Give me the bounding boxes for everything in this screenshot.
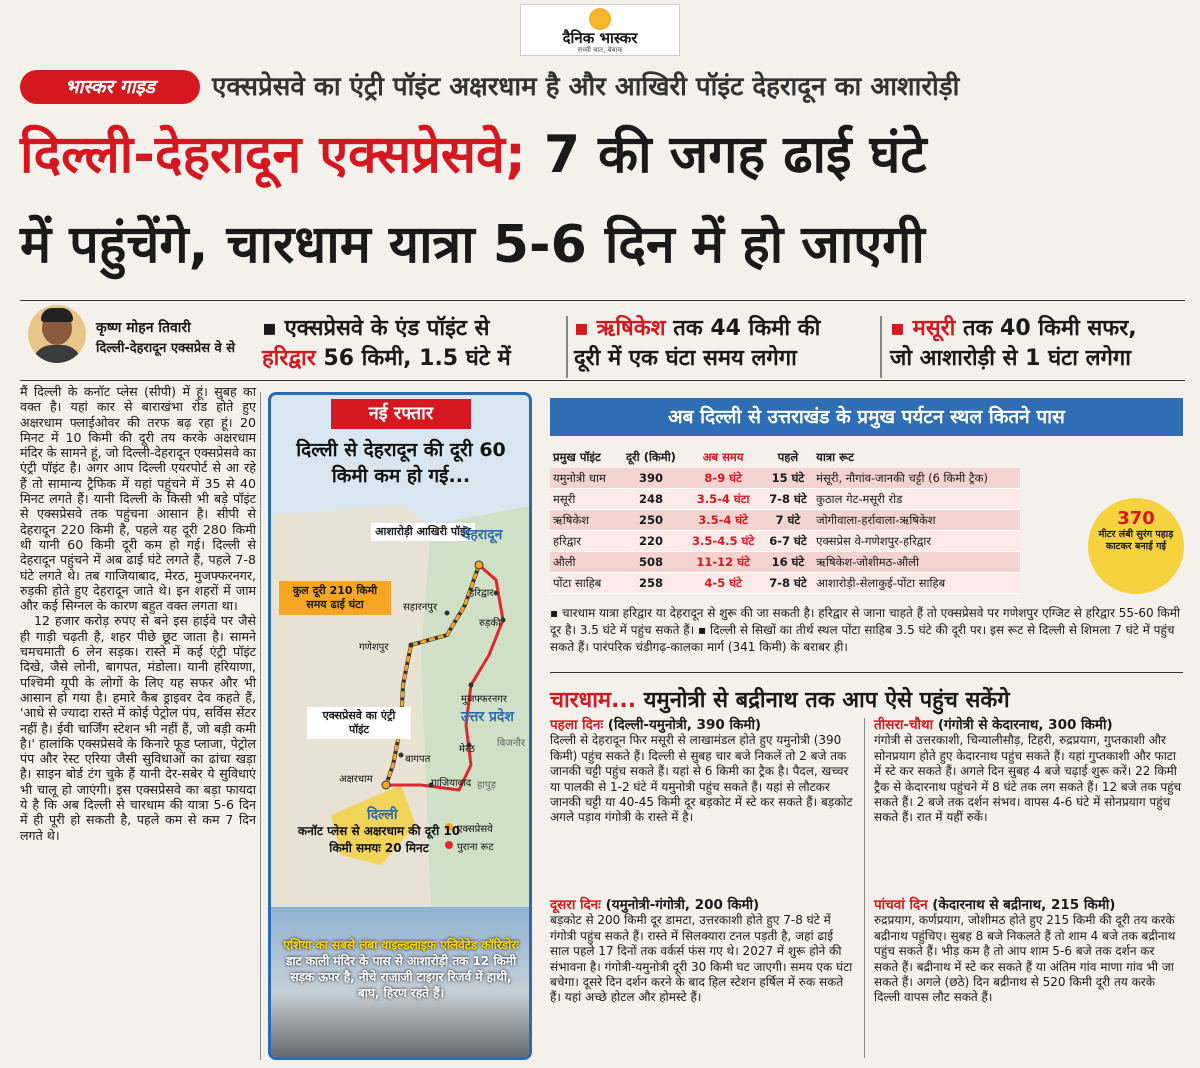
highlight-red: ▪ ऋषिकेश — [574, 316, 666, 341]
tunnel-callout — [1088, 498, 1184, 594]
day-text: दिल्ली से देहरादून फिर मसूरी से लाखामंडल होते हुए यमुनोत्री (390 किमी) पहुंच सकते हैं। दिल्ली से सुबह चार बजे निकलें तो 2 बजे तक जानकी चट्टी पहुंच सकते हैं। यहां से 6 किमी का ट्रैक है। पैदल, खच्चर या पालकी से 1-2 घंटे में यमुनोत्री पहुंच सकते हैं। यहां से लौटकर जानकी चट्टी या 40-45 किमी दूर बड़कोट में स्टे कर सकते हैं। बड़कोट अगले पड़ाव गंगोत्री के रास्ते में है। — [550, 733, 853, 825]
route-map-box — [268, 392, 532, 1060]
city-dehradun: देहरादून — [463, 527, 503, 543]
city-saharanpur: सहारनपुर — [403, 602, 438, 613]
total-distance-box: कुल दूरी 210 किमी समय ढाई घंटा — [279, 581, 391, 615]
headline — [20, 110, 1185, 290]
table-cell: 7-8 घंटे — [763, 489, 813, 510]
table-cell: यमुनोत्री धाम — [550, 468, 618, 489]
headline-line1: 7 की जगह ढाई घंटे — [525, 125, 927, 185]
table-cell: 16 घंटे — [763, 552, 813, 573]
table-header: अब समय — [702, 449, 744, 464]
table-cell: 8-9 घंटे — [684, 468, 763, 489]
table-cell: ऋषिकेश-जोशीमठ-औली — [813, 552, 1020, 573]
day-5 — [874, 898, 1182, 1006]
corridor-caption — [279, 937, 523, 1001]
article-paragraph: मैं दिल्ली के कनॉट प्लेस (सीपी) में हूं। सुबह का वक्त है। यहां कार से बाराखंभा रोड होते हुए अक्षरधाम फ्लाईओवर की तरफ बढ़ रहा हूं। 20 मिनट में 10 किमी की दूरी तय करके अक्षरधाम मंदिर के सामने हूं, जो दिल्ली-देहरादून एक्सप्रेसवे का एंट्री पॉइंट है। अगर आप दिल्ली एयरपोर्ट से आ रहे हैं तो सामान्य ट्रैफिक में यहां पहुंचने में 35 से 40 मिनट लगते हैं। यानी दिल्ली के किसी भी बड़े पॉइंट से एक्सप्रेसवे तक पहुंचना आसान है। सीपी से देहरादून 220 किमी है, पहले यह दूरी 280 किमी थी यानी 60 किमी दूरी कम हो गई। दिल्ली से देहरादून पहुंचने में अब ढाई घंटे लगते हैं, पहले 7-8 घंटे लगते थे। तब गाजियाबाद, मेरठ, मुजफ्फरनगर, रुड़की होते हुए देहरादून जाते थे। इन शहरों में जाम और कई सिग्नल के कारण बहुत वक्त लगता था। — [20, 384, 256, 614]
table-cell: 6-7 घंटे — [763, 531, 813, 552]
day-route: (दिल्ली-यमुनोत्री, 390 किमी) — [603, 717, 762, 733]
table-cell: 258 — [618, 573, 683, 594]
highlight-text: दूरी में एक घंटा समय लगेगा — [574, 346, 797, 371]
table-note: ▪ चारधाम यात्रा हरिद्वार या देहरादून से शुरू की जा सकती है। हरिद्वार से जाना चाहते हैं तो एक्सप्रेसवे पर गणेशपुर एग्जिट से हरिद्वार 55-60 किमी दूर है। 3.5 घंटे में पहुंच सकते हैं। ▪ दिल्ली से सिखों का तीर्थ स्थल पोंटा साहिब 3.5 घंटे की दूरी पर। इस रूट से दिल्ली से शिमला 7 घंटे में पहुंच सकते हैं। पारंपरिक चंडीगढ़-कालका मार्ग (341 किमी) के बराबर ही। — [550, 606, 1181, 654]
day-text: बड़कोट से 200 किमी दूर डामटा, उत्तरकाशी होते हुए 7-8 घंटे में गंगोत्री पहुंच सकते हैं। रास्ते में सिलक्यारा टनल पड़ती है, जहां ढाई साल पहले 17 दिनों तक वर्कर्स फंस गए थे। 2027 में शुरू होने की संभावना है। गंगोत्री-यमुनोत्री दूरी 30 किमी घट जाएगी। समय एक घंटा बचेगा। दूसरे दिन दर्शन करने के बाद हिल स्टेशन हर्षिल में रुक सकते हैं। यहां अच्छे होटल और होमस्टे हैं। — [550, 913, 853, 1005]
city-bijnor: बिजनौर — [497, 738, 525, 749]
tunnel-number: 370 — [1117, 508, 1155, 529]
table-cell: कुठाल गेट-मसूरी रोड — [813, 489, 1020, 510]
chardham-title-text: यमुनोत्री से बद्रीनाथ तक आप ऐसे पहुंच सकेंगे — [636, 688, 1010, 713]
day-label: दूसरा दिनः — [550, 897, 601, 913]
headline-line2: में पहुंचेंगे, चारधाम यात्रा 5-6 दिन में हो जाएगी — [20, 215, 925, 275]
divider — [260, 392, 261, 1060]
table-cell: 7-8 घंटे — [763, 573, 813, 594]
table-row — [550, 573, 1020, 594]
divider — [880, 316, 882, 378]
highlight-mussoorie — [890, 314, 1190, 374]
city-ganeshpur: गणेशपुर — [359, 642, 389, 653]
table-cell: आशारोड़ी-सेलाकुई-पोंटा साहिब — [813, 573, 1020, 594]
author-role: दिल्ली-देहरादून एक्सप्रेस वे से — [96, 341, 236, 356]
day-label: पांचवां दिन — [874, 897, 928, 913]
city-ghaziabad: गाजियाबाद — [431, 778, 472, 789]
highlight-text: ▪ एक्सप्रेसवे के एंड पॉइंट से — [262, 316, 490, 341]
table-cell: एक्सप्रेस वे-गणेशपुर-हरिद्वार — [813, 531, 1020, 552]
highlight-rishikesh — [574, 314, 874, 374]
tunnel-text: मीटर लंबी सुरंग पहाड़ काटकर बनाई गई — [1098, 529, 1174, 552]
chardham-title — [550, 684, 1183, 714]
article-paragraph: 12 हजार करोड़ रुपए से बने इस हाईवे पर जैसे ही गाड़ी चढ़ती है, शहर पीछे छूट जाता है। सामने चमचमाती 6 लेन सड़क। रास्ते में कई एंट्री पॉइंट दिखे, जैसे लोनी, बागपत, मंडोला। यानी हरियाणा, पश्चिमी यूपी के लोगों के लिए यह सफर और भी आसान हो गया है। हमारे कैब ड्राइवर देव कहते हैं, 'आधे से ज्यादा रास्ते में कोई पेट्रोल पंप, सर्विस सेंटर नहीं है। ईवी चार्जिंग स्टेशन भी नहीं हैं, जो बड़ी कमी है।' हालांकि एक्सप्रेसवे के किनारे फूड प्लाजा, पेट्रोल पंप और रेस्ट एरिया जैसी सुविधाओं का ढांचा खड़ा है। साइन बोर्ड टंग चुके हैं यानी देर-सबेर ये सुविधाएं भी चालू हो जाएंगी। इस एक्सप्रेसवे का बड़ा फायदा ये है कि अब दिल्ली से चारधाम की यात्रा 5-6 दिन में ही पूरी हो सकती है, पहले कम से कम 7 दिन लगते थे। — [20, 613, 256, 843]
city-akshardham: अक्षरधाम — [339, 774, 373, 785]
table-header: यात्रा रूट — [816, 449, 854, 464]
end-point-label: आशारोड़ी आखिरी पॉइंट — [371, 523, 475, 541]
highlight-haridwar — [262, 314, 562, 374]
corridor-text: डाट काली मंदिर के पास से आशारोड़ी तक 12 किमी सड़क ऊपर है, नीचे राजाजी टाइगर रिजर्व में हाथी, बाघ, हिरण रहते हैं। — [285, 954, 517, 1000]
city-haridwar: हरिद्वार — [469, 588, 494, 599]
table-header: दूरी (किमी) — [625, 449, 676, 464]
table-cell: 11-12 घंटे — [684, 552, 763, 573]
table-cell: मसूरी — [550, 489, 618, 510]
table-cell: ऋषिकेश — [550, 510, 618, 531]
table-row — [550, 552, 1020, 573]
table-row — [550, 489, 1020, 510]
table-cell: 3.5-4.5 घंटे — [684, 531, 763, 552]
day-text: गंगोत्री से उत्तरकाशी, चिन्यालीसौड़, टिहरी, रुद्रप्रयाग, गुप्तकाशी और सोनप्रयाग होते हुए केदारनाथ पहुंच सकते हैं। यहां गुप्तकाशी और फाटा में स्टे कर सकते हैं। अगले दिन सुबह 4 बजे चढ़ाई शुरू करें। 22 किमी ट्रैक से केदारनाथ पहुंचने में 8 घंटे तक लग सकते हैं। 12 बजे तक पहुंच सकते हैं। 2 बजे तक दर्शन संभव। वापस 4-6 घंटे में सोनप्रयाग पहुंच सकते हैं। रात में यहीं रुकें। — [874, 733, 1182, 825]
highlight-text: तक 40 किमी सफर, — [955, 316, 1137, 341]
table-cell: मंसूरी, नौगांव-जानकी चट्टी (6 किमी ट्रैक) — [813, 468, 1020, 489]
city-muzaffarnagar: मुजफ्फरनगर — [461, 694, 507, 705]
subheadline: एक्सप्रेसवे का एंट्री पॉइंट अक्षरधाम है और आखिरी पॉइंट देहरादून का आशारोड़ी — [212, 72, 960, 102]
city-roorkee: रुड़की — [479, 618, 501, 629]
chardham-title-red: चारधाम... — [550, 688, 637, 713]
author-avatar — [28, 305, 86, 363]
day-2 — [550, 898, 854, 1006]
divider — [20, 300, 1185, 301]
city-baghpat: बागपत — [405, 754, 431, 765]
table-title: अब दिल्ली से उत्तराखंड के प्रमुख पर्यटन स्थल कितने पास — [550, 398, 1183, 436]
author-name: कृष्ण मोहन तिवारी — [96, 320, 191, 336]
state-up: उत्तर प्रदेश — [461, 709, 514, 725]
table-cell: 248 — [618, 489, 683, 510]
map-title: दिल्ली से देहरादून की दूरी 60 किमी कम हो गई... — [296, 439, 506, 487]
divider — [566, 316, 568, 378]
legend-old-route: पुराना रूट — [457, 842, 494, 853]
highlight-red: ▪ मसूरी — [890, 316, 956, 341]
highlight-text: जो आशारोड़ी से 1 घंटा लगेगा — [890, 346, 1131, 371]
table-cell: पोंटा साहिब — [550, 573, 618, 594]
cp-note: कनॉट प्लेस से अक्षरधाम की दूरी 10 किमी समयः 20 मिनट — [297, 824, 461, 855]
brand-name: दैनिक भास्कर — [562, 29, 638, 47]
table-cell: 4-5 घंटे — [684, 573, 763, 594]
divider — [550, 672, 1183, 673]
divider — [20, 380, 1185, 381]
table-cell: हरिद्वार — [550, 531, 618, 552]
table-cell: 390 — [618, 468, 683, 489]
day-route: (यमुनोत्री-गंगोत्री, 200 किमी) — [600, 897, 760, 913]
newspaper-masthead — [520, 4, 680, 56]
highlight-red: हरिद्वार — [262, 346, 316, 371]
legend-expressway: एक्सप्रेसवे — [457, 824, 493, 835]
city-meerut: मेरठ — [459, 744, 475, 755]
table-row — [550, 510, 1020, 531]
table-cell: 15 घंटे — [763, 468, 813, 489]
sun-logo-icon — [589, 8, 611, 30]
entry-point-label: एक्सप्रेसवे का एंट्री पॉइंट — [307, 707, 411, 739]
day-1 — [550, 718, 854, 826]
table-cell: जोगीवाला-हर्रावाला-ऋषिकेश — [813, 510, 1020, 531]
day-label: पहला दिनः — [550, 717, 604, 733]
table-cell: 220 — [618, 531, 683, 552]
table-cell: 3.5-4 घंटा — [684, 489, 763, 510]
divider — [864, 718, 865, 1058]
city-hapur: हापुड़ — [477, 780, 496, 791]
table-cell: 3.5-4 घंटे — [684, 510, 763, 531]
table-cell: 250 — [618, 510, 683, 531]
headline-red: दिल्ली-देहरादून एक्सप्रेसवे; — [20, 125, 526, 185]
city-delhi: दिल्ली — [367, 807, 398, 823]
table-cell: 508 — [618, 552, 683, 573]
table-row — [550, 468, 1020, 489]
highlight-text: 56 किमी, 1.5 घंटे में — [315, 346, 511, 371]
day-text: रुद्रप्रयाग, कर्णप्रयाग, जोशीमठ होते हुए 215 किमी की दूरी तय करके बद्रीनाथ पहुंचिए। सुबह 8 बजे निकलते हैं तो शाम 4 बजे तक बद्रीनाथ पहुंच सकते हैं। भीड़ कम है तो आप शाम 5-6 बजे तक दर्शन कर सकते हैं। बद्रीनाथ में स्टे कर सकते हैं या अंतिम गांव माणा गांव भी जा सकते हैं। अगले (छठे) दिन बद्रीनाथ से 520 किमी दूरी तय करके दिल्ली वापस लौट सकते हैं। — [874, 913, 1176, 1005]
table-cell: 7 घंटे — [763, 510, 813, 531]
left-article — [20, 384, 256, 843]
corridor-title: एशिया का सबसे लंबा वाइल्डलाइफ एलिवेटेड कॉरिडोरः — [283, 938, 519, 952]
day-route: (केदारनाथ से बद्रीनाथ, 215 किमी) — [927, 897, 1116, 913]
guide-badge: भास्कर गाइड — [20, 70, 200, 104]
table-header: पहले — [777, 449, 799, 464]
table-header: प्रमुख पॉइंट — [553, 449, 601, 464]
map-badge: नई रफ्तार — [331, 399, 471, 429]
destination-table — [550, 446, 1020, 594]
day-route: (गंगोत्री से केदारनाथ, 300 किमी) — [933, 717, 1113, 733]
table-row — [550, 531, 1020, 552]
day-3-4 — [874, 718, 1182, 826]
day-label: तीसरा-चौथा — [874, 717, 934, 733]
table-cell: औली — [550, 552, 618, 573]
highlight-text: तक 44 किमी की — [665, 316, 821, 341]
brand-tagline: सच्ची बात, बेबाक — [577, 46, 623, 54]
